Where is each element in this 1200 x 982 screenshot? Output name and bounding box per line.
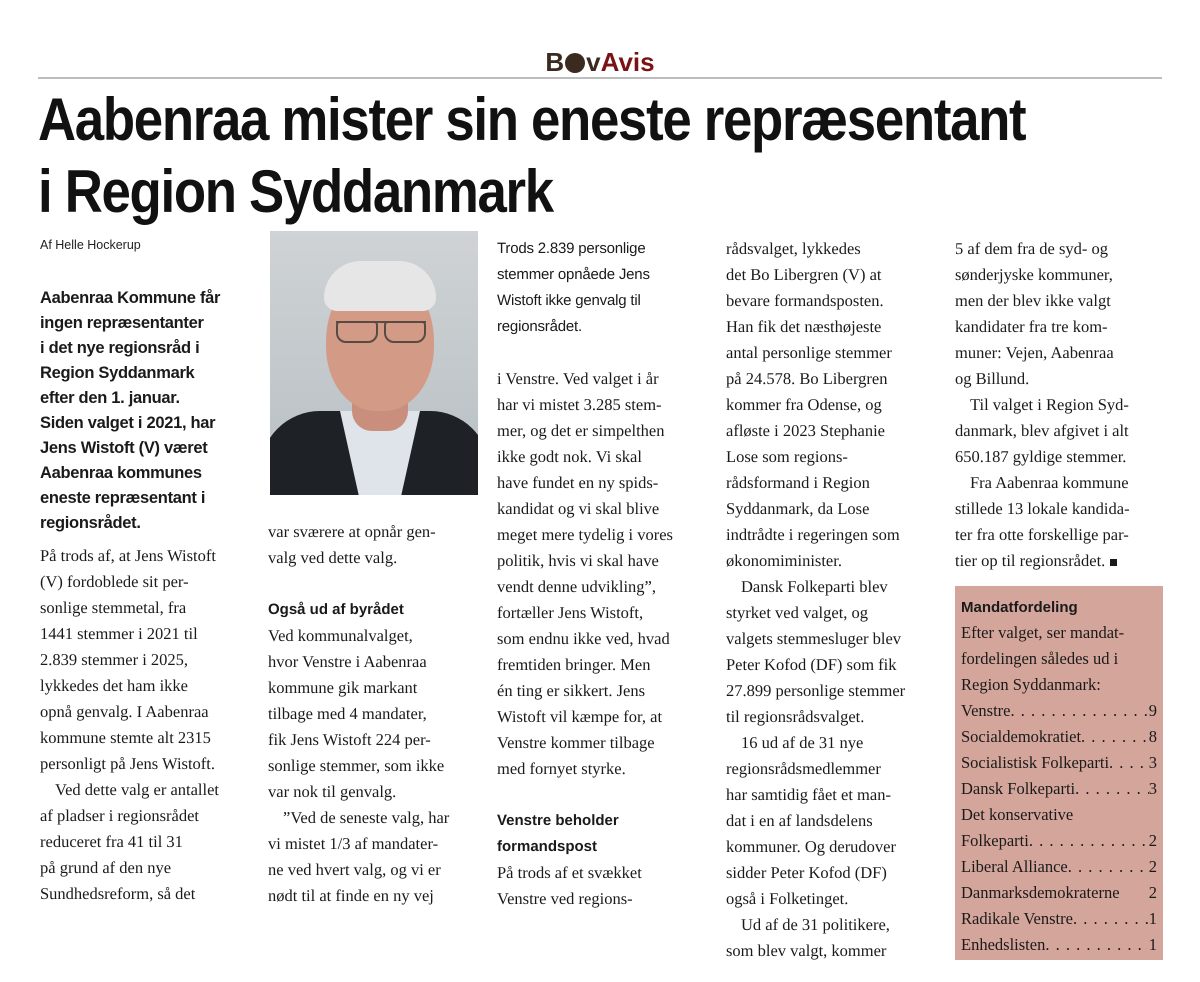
party-row: Folkeparti . . . 2 <box>961 828 1157 854</box>
globe-icon <box>565 53 585 73</box>
article-column-1: På trods af, at Jens Wistoft (V) fordoblede sit per- sonlige stemmetal, fra 1441 stemmer i 2021 til 2.839 stemmer i 2025, lykkedes det ham ikke opnå genvalg. I Aabenraa kommune stemte alt 2315 personligt på Jens Wistoft. Ved dette valg er antallet af pladser i regionsrådet reduceret fra 41 til 31 på grund af den nye Sundhedsreform, så det <box>40 546 220 903</box>
article-column-3: Trods 2.839 personlige stemmer opnåede Jens Wistoft ikke genvalg til regionsrådet. i Venstre. Ved valget i år har vi mistet 3.285 stem- mer, og det er simpelthen ikke godt nok. Vi skal have fundet en ny spids- kandidat og vi skal blive meget mere tydelig i vores politik, hvis vi skal have vendt denne udvikling”, fortæller Jens Wistoft, som endnu ikke ved, hvad fremtiden bringer. Men én ting er sikkert. Jens Wistoft vil kæmpe for, at Venstre kommer tilbage med fornyet styrke. Venstre beholder formandspost På trods af et svækket Venstre ved regions- <box>497 236 712 912</box>
party-row: Radikale Venstre . . . 1 <box>961 906 1157 932</box>
factbox-title: Mandatfordeling <box>961 599 1078 616</box>
party-row: Det konservative <box>961 805 1074 824</box>
headline-line-2: i Region Syddanmark <box>38 158 553 225</box>
photo-caption: Trods 2.839 personlige stemmer opnåede Jens Wistoft ikke genvalg til regionsrådet. <box>497 240 650 335</box>
party-row: Dansk Folkeparti . . . 3 <box>961 776 1157 802</box>
mandate-factbox: Mandatfordeling Efter valget, ser mandat- fordelingen således ud i Region Syddanmark: Venstre . . . 9 Socialdemokratiet . . . 8 Socialistisk Folkeparti . . . 3 Dansk Folkeparti . . . 3 Det konservative Folkeparti . . . 2 Liberal Alliance . . . 2 Danmarksdemokraterne 2 Radikale Venstre . . . 1 Enhedslisten . . . 1 <box>955 586 1163 960</box>
article-column-2: var sværere at opnår gen- valg ved dette valg. Også ud af byrådet Ved kommunalvalget, hvor Venstre i Aabenraa kommune gik markant tilbage med 4 mandater, fik Jens Wistoft 224 per- sonlige stemmer, som ikke var nok til genvalg. ”Ved de seneste valg, har vi mistet 1/3 af mandater- ne ved hvert valg, og vi er nødt til at finde en ny vej <box>268 519 483 909</box>
party-row: Socialdemokratiet . . . 8 <box>961 724 1157 750</box>
party-row: Enhedslisten . . . 1 <box>961 932 1157 958</box>
byline: Af Helle Hockerup <box>40 238 141 252</box>
masthead-rule <box>38 77 1162 79</box>
subhead-byraadet: Også ud af byrådet <box>268 601 404 618</box>
headline <box>38 84 1041 228</box>
lead-paragraph: Aabenraa Kommune får ingen repræsentanter i det nye regionsråd i Region Syddanmark efter den 1. januar. Siden valget i 2021, har Jens Wistoft (V) været Aabenraa kommunes eneste repræsentant i regionsrådet. <box>40 289 221 532</box>
article-column-4: rådsvalget, lykkedes det Bo Libergren (V) at bevare formandsposten. Han fik det næsthøjeste antal personlige stemmer på 24.578. Bo Libergren kommer fra Odense, og afløste i 2023 Stephanie Lose som regions- rådsformand i Region Syddanmark, da Lose indtrådte i regeringen som økonomiminister. Dansk Folkeparti blev styrket ved valget, og valgets stemmesluger blev Peter Kofod (DF) som fik 27.899 personlige stemmer til regionsrådsvalget. 16 ud af de 31 nye regionsrådsmedlemmer har samtidig fået et man- dat i en af landsdelens kommuner. Og derudover sidder Peter Kofod (DF) også i Folketinget. Ud af de 31 politikere, som blev valgt, kommer <box>726 239 906 960</box>
headline-line-1: Aabenraa mister sin eneste repræsentant <box>38 86 1026 153</box>
party-row: Danmarksdemokraterne 2 <box>961 883 1157 902</box>
end-of-article-icon <box>1110 559 1117 566</box>
subhead-formandspost: Venstre beholder <box>497 812 619 829</box>
party-row: Socialistisk Folkeparti . . . 3 <box>961 750 1157 776</box>
party-row: Venstre . . . 9 <box>961 698 1157 724</box>
masthead-logo: B vAvis <box>545 47 655 77</box>
portrait-photo <box>270 231 478 495</box>
party-row: Liberal Alliance . . . 2 <box>961 854 1157 880</box>
article-column-5: 5 af dem fra de syd- og sønderjyske kommuner, men der blev ikke valgt kandidater fra tre kom- muner: Vejen, Aabenraa og Billund. Til valget i Region Syd- danmark, blev afgivet i alt 650.187 gyldige stemmer. Fra Aabenraa kommune stillede 13 lokale kandida- ter fra otte forskellige par- tier op til regionsrådet. <box>955 239 1130 570</box>
